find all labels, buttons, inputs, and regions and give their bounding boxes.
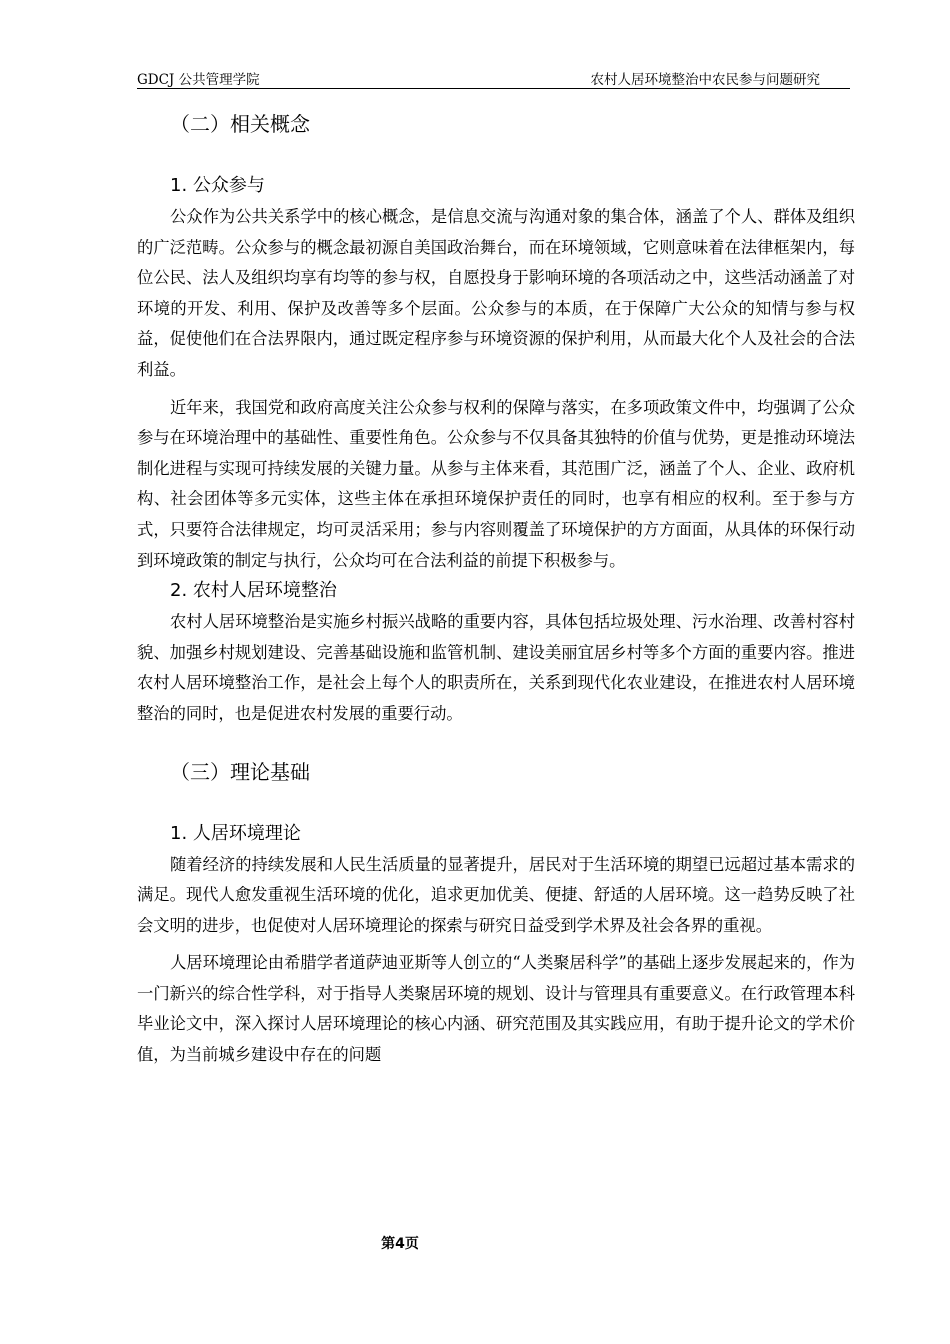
page-number: 第4页 (381, 1236, 419, 1252)
subsection-heading-public-participation: 1. 公众参与 (170, 175, 265, 196)
paragraph: 近年来，我国党和政府高度关注公众参与权利的保障与落实，在多项政策文件中，均强调了公众参与在环境治理中的基础性、重要性角色。公众参与不仅具备其独特的价值与优势，更是推动环境法制化进程与实现可持续发展的关键力量。从参与主体来看，其范围广泛，涵盖了个人、企业、政府机构、社会团体等多元实体，这些主体在承担环境保护责任的同时，也享有相应的权利。至于参与方式，只要符合法律规定，均可灵活采用；参与内容则覆盖了环境保护的方方面面，从具体的环保行动到环境政策的制定与执行，公众均可在合法利益的前提下积极参与。 (137, 397, 855, 570)
paragraph: 随着经济的持续发展和人民生活质量的显著提升，居民对于生活环境的期望已远超过基本需求的满足。现代人愈发重视生活环境的优化，追求更加优美、便捷、舒适的人居环境。这一趋势反映了社会文明的进步，也促使对人居环境理论的探索与研究日益受到学术界及社会各界的重视。 (137, 854, 855, 935)
subsection-heading-habitat-theory: 1. 人居环境理论 (170, 822, 301, 844)
section-heading-related-concepts: （二）相关概念 (170, 112, 310, 136)
page-header (137, 66, 850, 89)
page-body (137, 110, 855, 1071)
paragraph: 农村人居环境整治是实施乡村振兴战略的重要内容，具体包括垃圾处理、污水治理、改善村容村貌、加强乡村规划建设、完善基础设施和监管机制、建设美丽宜居乡村等多个方面的重要内容。推进农村人居环境整治工作，是社会上每个人的职责所在，关系到现代化农业建设，在推进农村人居环境整治的同时，也是促进农村发展的重要行动。 (137, 612, 855, 723)
paragraph: 公众作为公共关系学中的核心概念，是信息交流与沟通对象的集合体，涵盖了个人、群体及组织的广泛范畴。公众参与的概念最初源自美国政治舞台，而在环境领域，它则意味着在法律框架内，每位公民、法人及组织均享有均等的参与权，自愿投身于影响环境的各项活动之中，这些活动涵盖了对环境的开发、利用、保护及改善等多个层面。公众参与的本质，在于保障广大公众的知情与参与权益，促使他们在合法界限内，通过既定程序参与环境资源的保护利用，从而最大化个人及社会的合法利益。 (137, 207, 855, 379)
header-paper-title: 农村人居环境整治中农民参与问题研究 (590, 72, 820, 88)
subsection-heading-rural-environment: 2. 农村人居环境整治 (170, 580, 337, 602)
header-institution: GDCJ 公共管理学院 (137, 72, 260, 88)
section-heading-theoretical-basis: （三）理论基础 (170, 759, 310, 784)
paragraph: 人居环境理论由希腊学者道萨迪亚斯等人创立的“人类聚居科学”的基础上逐步发展起来的，作为一门新兴的综合性学科，对于指导人类聚居环境的规划、设计与管理具有重要意义。在行政管理本科毕业论文中，深入探讨人居环境理论的核心内涵、研究范围及其实践应用，有助于提升论文的学术价值，为当前城乡建设中存在的问题 (137, 953, 855, 1065)
